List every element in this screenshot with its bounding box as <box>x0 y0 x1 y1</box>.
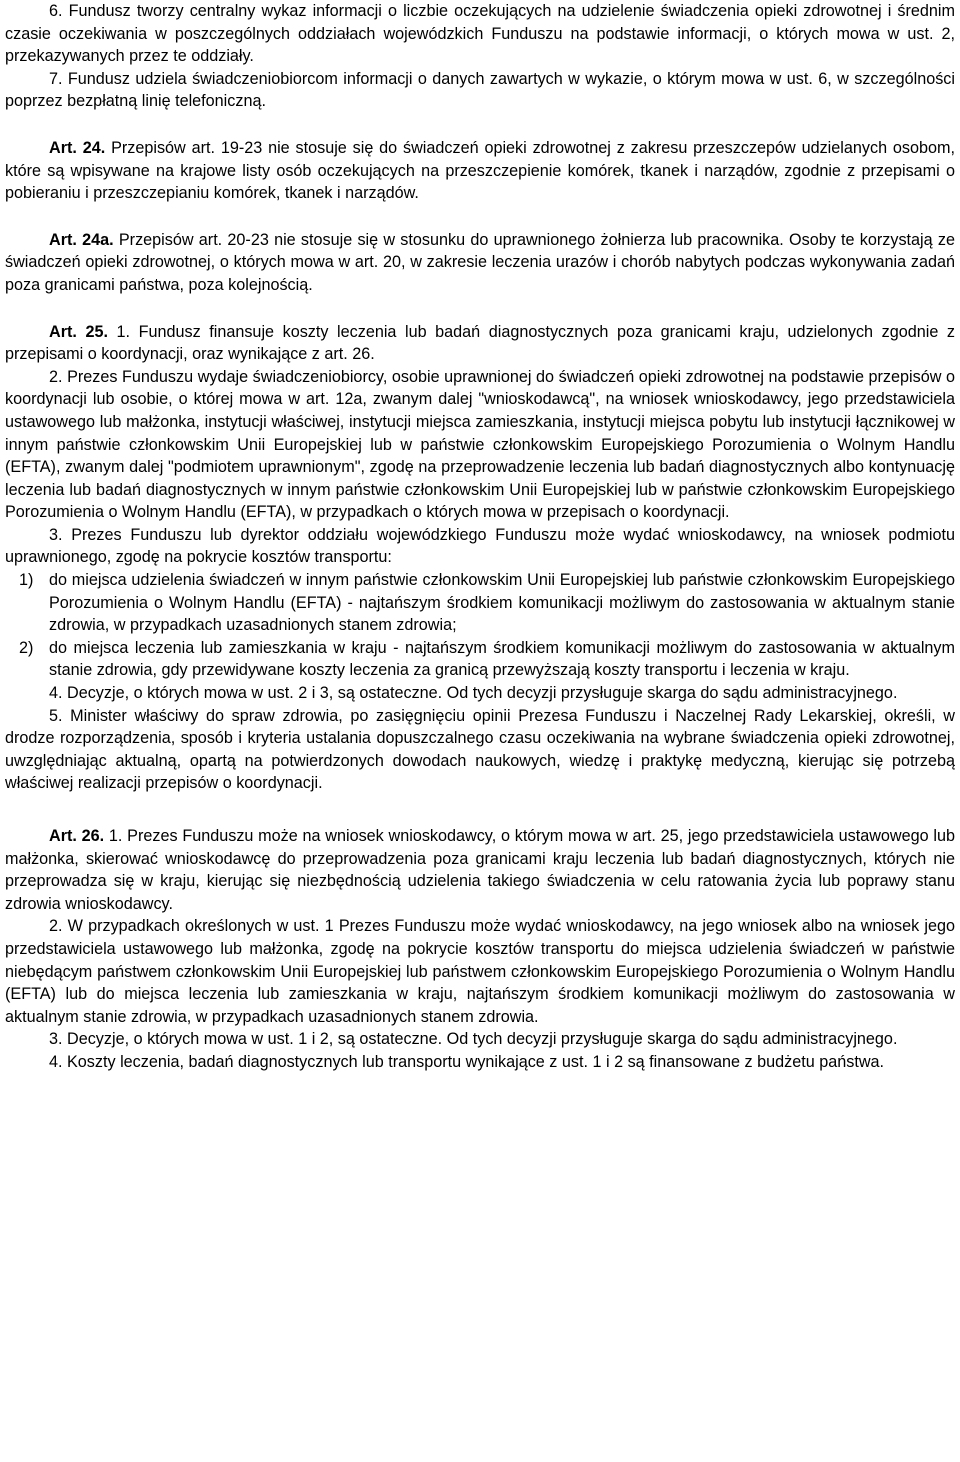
list-item <box>5 637 955 682</box>
article-24a-heading: Art. 24a. <box>49 230 114 249</box>
paragraph-6: 6. Fundusz tworzy centralny wykaz informacji o liczbie oczekujących na udzielenie świadczenia opieki zdrowotnej i średnim czasie oczekiwania w poszczególnych oddziałach wojewódzkich Funduszu na podstawie informacji, o których mowa w ust. 2, przekazywanych przez te oddziały. <box>5 2 955 66</box>
article-25-section-5: 5. Minister właściwy do spraw zdrowia, po zasięgnięciu opinii Prezesa Funduszu i Naczelnej Rady Lekarskiej, określi, w drodze rozporządzenia, sposób i kryteria ustalania dopuszczalnego czasu oczekiwania na wybrane świadczenia opieki zdrowotnej, uwzględniając aktualną, opartą na potwierdzonych dowodach naukowych, wiedzę i praktykę medyczną, kierując się potrzebą właściwej realizacji przepisów o koordynacji. <box>5 706 955 793</box>
list-item-text: do miejsca udzielenia świadczeń w innym państwie członkowskim Unii Europejskiej lub państwie członkowskim Europejskiego Porozumienia o Wolnym Handlu (EFTA) - najtańszym środkiem komunikacji możliwym do zastosowania w aktualnym stanie zdrowia, w przypadkach uzasadnionych stanem zdrowia; <box>49 571 955 635</box>
article-26-section-3: 3. Decyzje, o których mowa w ust. 1 i 2, są ostateczne. Od tych decyzji przysługuje skarga do sądu administracyjnego. <box>49 1030 898 1049</box>
list-item-number: 2) <box>19 638 34 657</box>
paragraph-7: 7. Fundusz udziela świadczeniobiorcom informacji o danych zawartych w wykazie, o którym mowa w ust. 6, w szczególności poprzez bezpłatną linię telefoniczną. <box>5 69 955 111</box>
spacer <box>5 113 955 137</box>
article-25-section-4: 4. Decyzje, o których mowa w ust. 2 i 3, są ostateczne. Od tych decyzji przysługuje skarga do sądu administracyjnego. <box>49 684 898 703</box>
article-26-section-1-text: 1. Prezes Funduszu może na wniosek wnioskodawcy, o którym mowa w art. 25, jego przedstawiciela ustawowego lub małżonka, skierować wnioskodawcę do przeprowadzenia poza granicami kraju leczenia lub badań diagnostycznych, których nie przeprowadza się w kraju, kierując się niezbędnością udzielenia takiego świadczenia w celu ratowania życia lub poprawy stanu zdrowia wnioskodawcy. <box>5 827 955 913</box>
article-26-section-4: 4. Koszty leczenia, badań diagnostycznych lub transportu wynikające z ust. 1 i 2 są finansowane z budżetu państwa. <box>49 1052 885 1071</box>
article-25-section-2: 2. Prezes Funduszu wydaje świadczeniobiorcy, osobie uprawnionej do świadczeń opieki zdrowotnej na podstawie przepisów o koordynacji lub osobie, o której mowa w art. 12a, zwanym dalej "wnioskodawcą", na wniosek wnioskodawcy, jego przedstawiciela ustawowego lub małżonka, instytucji właściwej, instytucji miejsca zamieszkania, instytucji miejsca pobytu lub instytucji łącznikowej w innym państwie członkowskim Unii Europejskiej lub w państwie członkowskim Europejskiego Porozumienia o Wolnym Handlu (EFTA), zwanym dalej "podmiotem uprawnionym", zgodę na przeprowadzenie leczenia lub badań diagnostycznych albo kontynuację leczenia lub badań diagnostycznych w innym państwie członkowskim Unii Europejskiej lub w państwie członkowskim Europejskiego Porozumienia o Wolnym Handlu (EFTA), w przypadkach o których mowa w przepisach o koordynacji. <box>5 367 955 522</box>
spacer <box>5 795 955 825</box>
article-24a <box>5 229 955 297</box>
article-24a-text: Przepisów art. 20-23 nie stosuje się w stosunku do uprawnionego żołnierza lub pracownika. Osoby te korzystają ze świadczeń opieki zdrowotnej, o których mowa w art. 20, w zakresie leczenia urazów i chorób nabytych podczas wykonywania zadań poza granicami państwa, poza kolejnością. <box>5 230 955 294</box>
spacer <box>5 205 955 229</box>
article-26-heading: Art. 26. <box>49 827 105 845</box>
article-26-section-2: 2. W przypadkach określonych w ust. 1 Prezes Funduszu może wydać wnioskodawcy, na jego wniosek albo na wniosek jego przedstawiciela ustawowego lub małżonka, zgodę na pokrycie kosztów transportu do miejsca udzielenia świadczeń w państwie niebędącym państwem członkowskim Unii Europejskiej lub państwem członkowskim Europejskiego Porozumienia o Wolnym Handlu (EFTA) lub do miejsca leczenia lub zamieszkania w kraju, najtańszym środkiem komunikacji możliwym do zastosowania w aktualnym stanie zdrowia, w przypadkach uzasadnionych stanem zdrowia. <box>5 917 955 1026</box>
article-25-section-1-text: 1. Fundusz finansuje koszty leczenia lub badań diagnostycznych poza granicami kraju, udzielonych zgodnie z przepisami o koordynacji, oraz wynikające z art. 26. <box>5 322 955 364</box>
list-item-text: do miejsca leczenia lub zamieszkania w kraju - najtańszym środkiem komunikacji możliwym do zastosowania w aktualnym stanie zdrowia, gdy przewidywane koszty leczenia za granicą przewyższają koszty transportu i leczenia w kraju. <box>49 638 955 680</box>
spacer <box>5 297 955 321</box>
article-25-heading: Art. 25. <box>49 322 108 341</box>
article-25-section-1 <box>5 321 955 366</box>
article-24-text: Przepisów art. 19-23 nie stosuje się do świadczeń opieki zdrowotnej z zakresu przeszczepów udzielanych osobom, które są wpisywane na krajowe listy osób oczekujących na przeszczepienie komórek, tkanek i narządów, zgodnie z przepisami o pobieraniu i przeszczepianiu komórek, tkanek i narządów. <box>5 138 955 203</box>
list-item <box>5 569 955 637</box>
article-24-heading: Art. 24. <box>49 138 106 157</box>
article-25-section-3: 3. Prezes Funduszu lub dyrektor oddziału wojewódzkiego Funduszu może wydać wnioskodawcy, na wniosek podmiotu uprawnionego, zgodę na pokrycie kosztów transportu: <box>5 525 955 567</box>
article-26-section-1 <box>5 825 955 915</box>
article-24 <box>5 137 955 205</box>
list-item-number: 1) <box>19 571 34 590</box>
